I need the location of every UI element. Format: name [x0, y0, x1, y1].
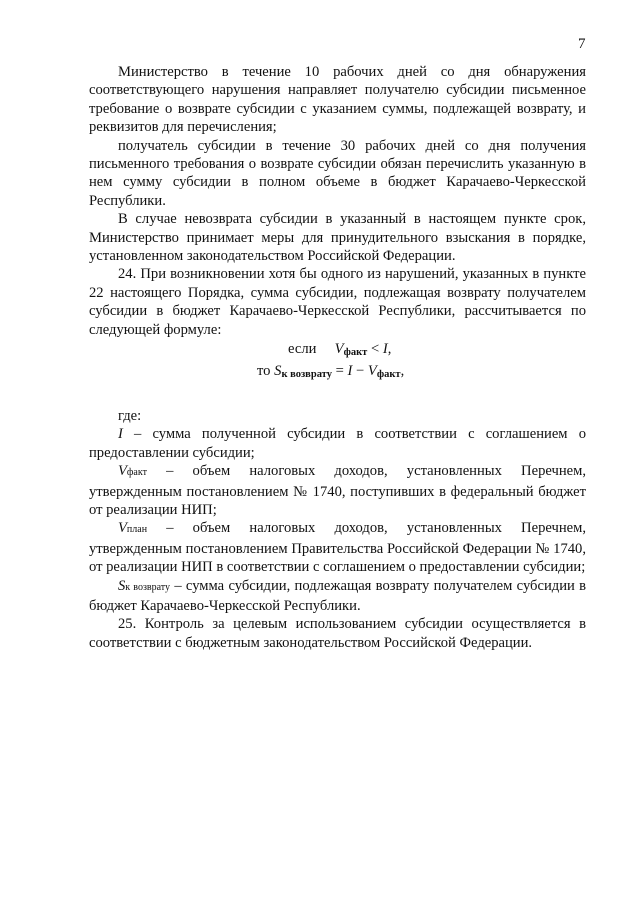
definition-vfact-symbol: V [118, 463, 127, 480]
paragraph-recipient-obligation: получатель субсидии в течение 30 рабочих дней со дня получения письменного требования о возврате субсидии обязан перечислить указанную в нем сумму субсидии в полном объеме в бюджет Карачаево-Черкесской Республики. [89, 137, 586, 209]
body-text-definitions [89, 407, 586, 652]
formula-if-word: если [288, 341, 317, 357]
formula-s-symbol: S [274, 363, 282, 379]
definition-s [89, 577, 586, 616]
paragraph-ministry-notice: Министерство в течение 10 рабочих дней со дня обнаружения соответствующего нарушения направляет получателю субсидии письменное требование о возврате субсидии с указанием суммы, подлежащей возврату, и реквизитов для перечисления; [89, 64, 586, 136]
page-number: 7 [578, 36, 586, 52]
formula-v-fact-sub-2: факт [376, 369, 401, 380]
formula-i-symbol-2: I [347, 363, 353, 379]
paragraph-24: 24. При возникновении хотя бы одного из нарушений, указанных в пункте 22 настоящего Порядка, сумма субсидии, подлежащая возврату получателем субсидии в бюджет Карачаево-Черкесской Республики, рассчитывается по следующей формуле: [89, 266, 586, 338]
formula-comma-1: , [387, 341, 392, 357]
definition-i-symbol: I [118, 426, 123, 443]
body-text-top [89, 63, 586, 339]
formula-i-symbol: I [382, 341, 388, 357]
formula-equals: = [335, 363, 344, 379]
definition-s-symbol: S [118, 577, 126, 594]
definition-vplan-text: – объем налоговых доходов, установленных Перечнем, утвержденным постановлением Правительства Российской Федерации № 1740, от реализации НИП в соответствии с соглашением о предоставлении субсидии; [89, 520, 586, 576]
definition-vfact-sub: факт [126, 467, 147, 479]
formula-line-if [288, 341, 391, 358]
formula-comma-2: , [400, 363, 405, 379]
paragraph-non-return: В случае невозврата субсидии в указанный в настоящем пункте срок, Министерство принимает меры для принудительного взыскания в порядке, установленном законодательством Российской Федерации. [89, 211, 586, 265]
definition-vfact-text: – объем налоговых доходов, установленных Перечнем, утвержденным постановлением № 1740, поступивших в федеральный бюджет от реализации НИП; [89, 463, 586, 519]
definition-vplan-symbol: V [118, 520, 127, 537]
definition-s-sub: к возврату [125, 581, 171, 593]
definition-s-text: – сумма субсидии, подлежащая возврату получателем субсидии в бюджет Карачаево-Черкесской Республики. [89, 577, 586, 615]
paragraph-25: 25. Контроль за целевым использованием субсидии осуществляется в соответствии с бюджетным законодательством Российской Федерации. [89, 616, 586, 651]
definition-vplan [89, 519, 586, 576]
formula-minus: − [356, 363, 365, 379]
formula-v-symbol: V [334, 341, 344, 357]
definition-i [89, 425, 586, 462]
definition-vplan-sub: план [126, 524, 148, 536]
formula-less-than: < [370, 341, 380, 357]
definition-i-text: – сумма полученной субсидии в соответствии с соглашением о предоставлении субсидии; [89, 426, 586, 461]
formula-v-fact-sub: факт [343, 347, 368, 358]
formula-s-sub: к возврату [281, 369, 332, 380]
formula-then-word: то [257, 363, 271, 379]
formula-v-symbol-2: V [367, 363, 377, 379]
where-label: где: [118, 408, 142, 424]
definition-vfact [89, 462, 586, 519]
formula-line-then [257, 363, 404, 380]
